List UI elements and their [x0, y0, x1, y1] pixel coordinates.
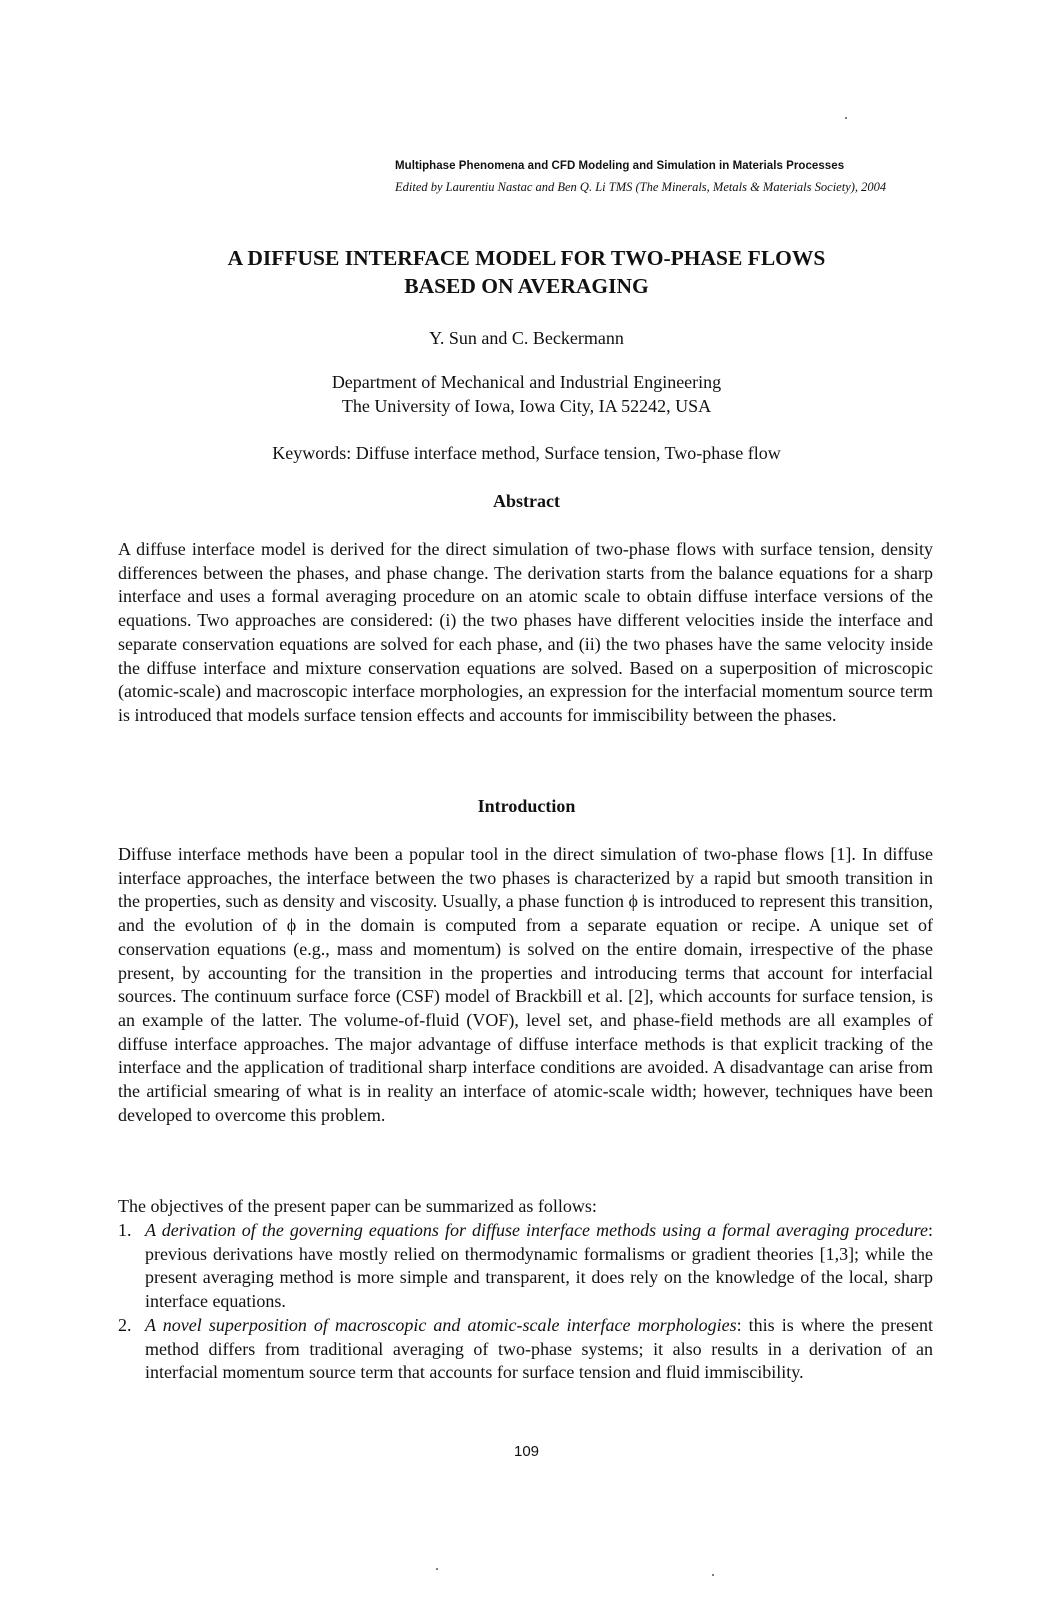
objective-text: : previous derivations have mostly relied on thermodynamic formalisms or gradient theories [1,3]; while the present averaging method is more simple and transparent, it does rely on the knowledge of the local, sharp interface equations.: [145, 1220, 933, 1312]
abstract-text: A diffuse interface model is derived for the direct simulation of two-phase flows with surface tension, density differences between the phases, and phase change. The derivation starts from the balance equations for a sharp interface and uses a formal averaging procedure on an atomic scale to obtain diffuse interface versions of the equations. Two approaches are considered: (i) the two phases have different velocities inside the interface and separate conservation equations are solved for each phase, and (ii) the two phases have the same velocity inside the diffuse interface and mixture conservation equations are solved. Based on a superposition of microscopic (atomic-scale) and macroscopic interface morphologies, an expression for the interfacial momentum source term is introduced that models surface tension effects and accounts for immiscibility between the phases.: [118, 539, 933, 725]
objectives-list: [118, 1219, 933, 1385]
keywords: Keywords: Diffuse interface method, Surface tension, Two-phase flow: [272, 443, 781, 463]
objective-emphasis: A derivation of the governing equations for diffuse interface methods using a formal averaging procedure: [145, 1220, 928, 1240]
objectives-intro: The objectives of the present paper can be summarized as follows:: [118, 1196, 597, 1216]
objective-number: 1.: [118, 1220, 132, 1240]
running-head-proceedings-title: Multiphase Phenomena and CFD Modeling and Simulation in Materials Processes: [395, 160, 845, 172]
paper-title: [0, 244, 1053, 300]
scan-speck: [845, 117, 847, 119]
objective-emphasis: A novel superposition of macroscopic and atomic-scale interface morphologies: [145, 1314, 737, 1335]
page-number: 109: [513, 1443, 540, 1460]
introduction-heading: Introduction: [477, 796, 576, 816]
running-head: [395, 160, 1015, 195]
abstract-heading: Abstract: [493, 491, 560, 511]
scan-speck: [712, 1574, 714, 1576]
running-head-editors: Edited by Laurentiu Nastac and Ben Q. Li TMS (The Minerals, Metals & Materials Society), 2004: [395, 180, 887, 194]
affiliation-department: Department of Mechanical and Industrial Engineering: [331, 372, 722, 392]
authors: Y. Sun and C. Beckermann: [429, 328, 624, 348]
affiliation-university: The University of Iowa, Iowa City, IA 52242, USA: [341, 396, 712, 416]
paper-title-line-2: BASED ON AVERAGING: [404, 274, 649, 298]
paper-title-line-1: A DIFFUSE INTERFACE MODEL FOR TWO-PHASE FLOWS: [227, 246, 826, 270]
scan-speck: [436, 1568, 438, 1570]
objective-text: : this is where the present method differs from traditional averaging of two-phase systems; it also results in a derivation of an interfacial momentum source term that accounts for surface tension and fluid immiscibility.: [145, 1314, 933, 1383]
objective-item-2: [118, 1314, 933, 1385]
objective-item-1: [118, 1219, 933, 1314]
introduction-paragraph: Diffuse interface methods have been a popular tool in the direct simulation of two-phase flows [1]. In diffuse interface approaches, the interface between the two phases is characterized by a rapid but smooth transition in the properties, such as density and viscosity. Usually, a phase function ϕ is introduced to represent this transition, and the evolution of ϕ in the domain is computed from a separate equation or recipe. A unique set of conservation equations (e.g., mass and momentum) is solved on the entire domain, irrespective of the phase present, by accounting for the transition in the properties and introducing terms that account for interfacial sources. The continuum surface force (CSF) model of Brackbill et al. [2], which accounts for surface tension, is an example of the latter. The volume-of-fluid (VOF), level set, and phase-field methods are all examples of diffuse interface approaches. The major advantage of diffuse interface methods is that explicit tracking of the interface and the application of traditional sharp interface conditions are avoided. A disadvantage can arise from the artificial smearing of what is in reality an interface of atomic-scale width; however, techniques have been developed to overcome this problem.: [118, 844, 933, 1125]
objective-number: 2.: [118, 1314, 132, 1335]
